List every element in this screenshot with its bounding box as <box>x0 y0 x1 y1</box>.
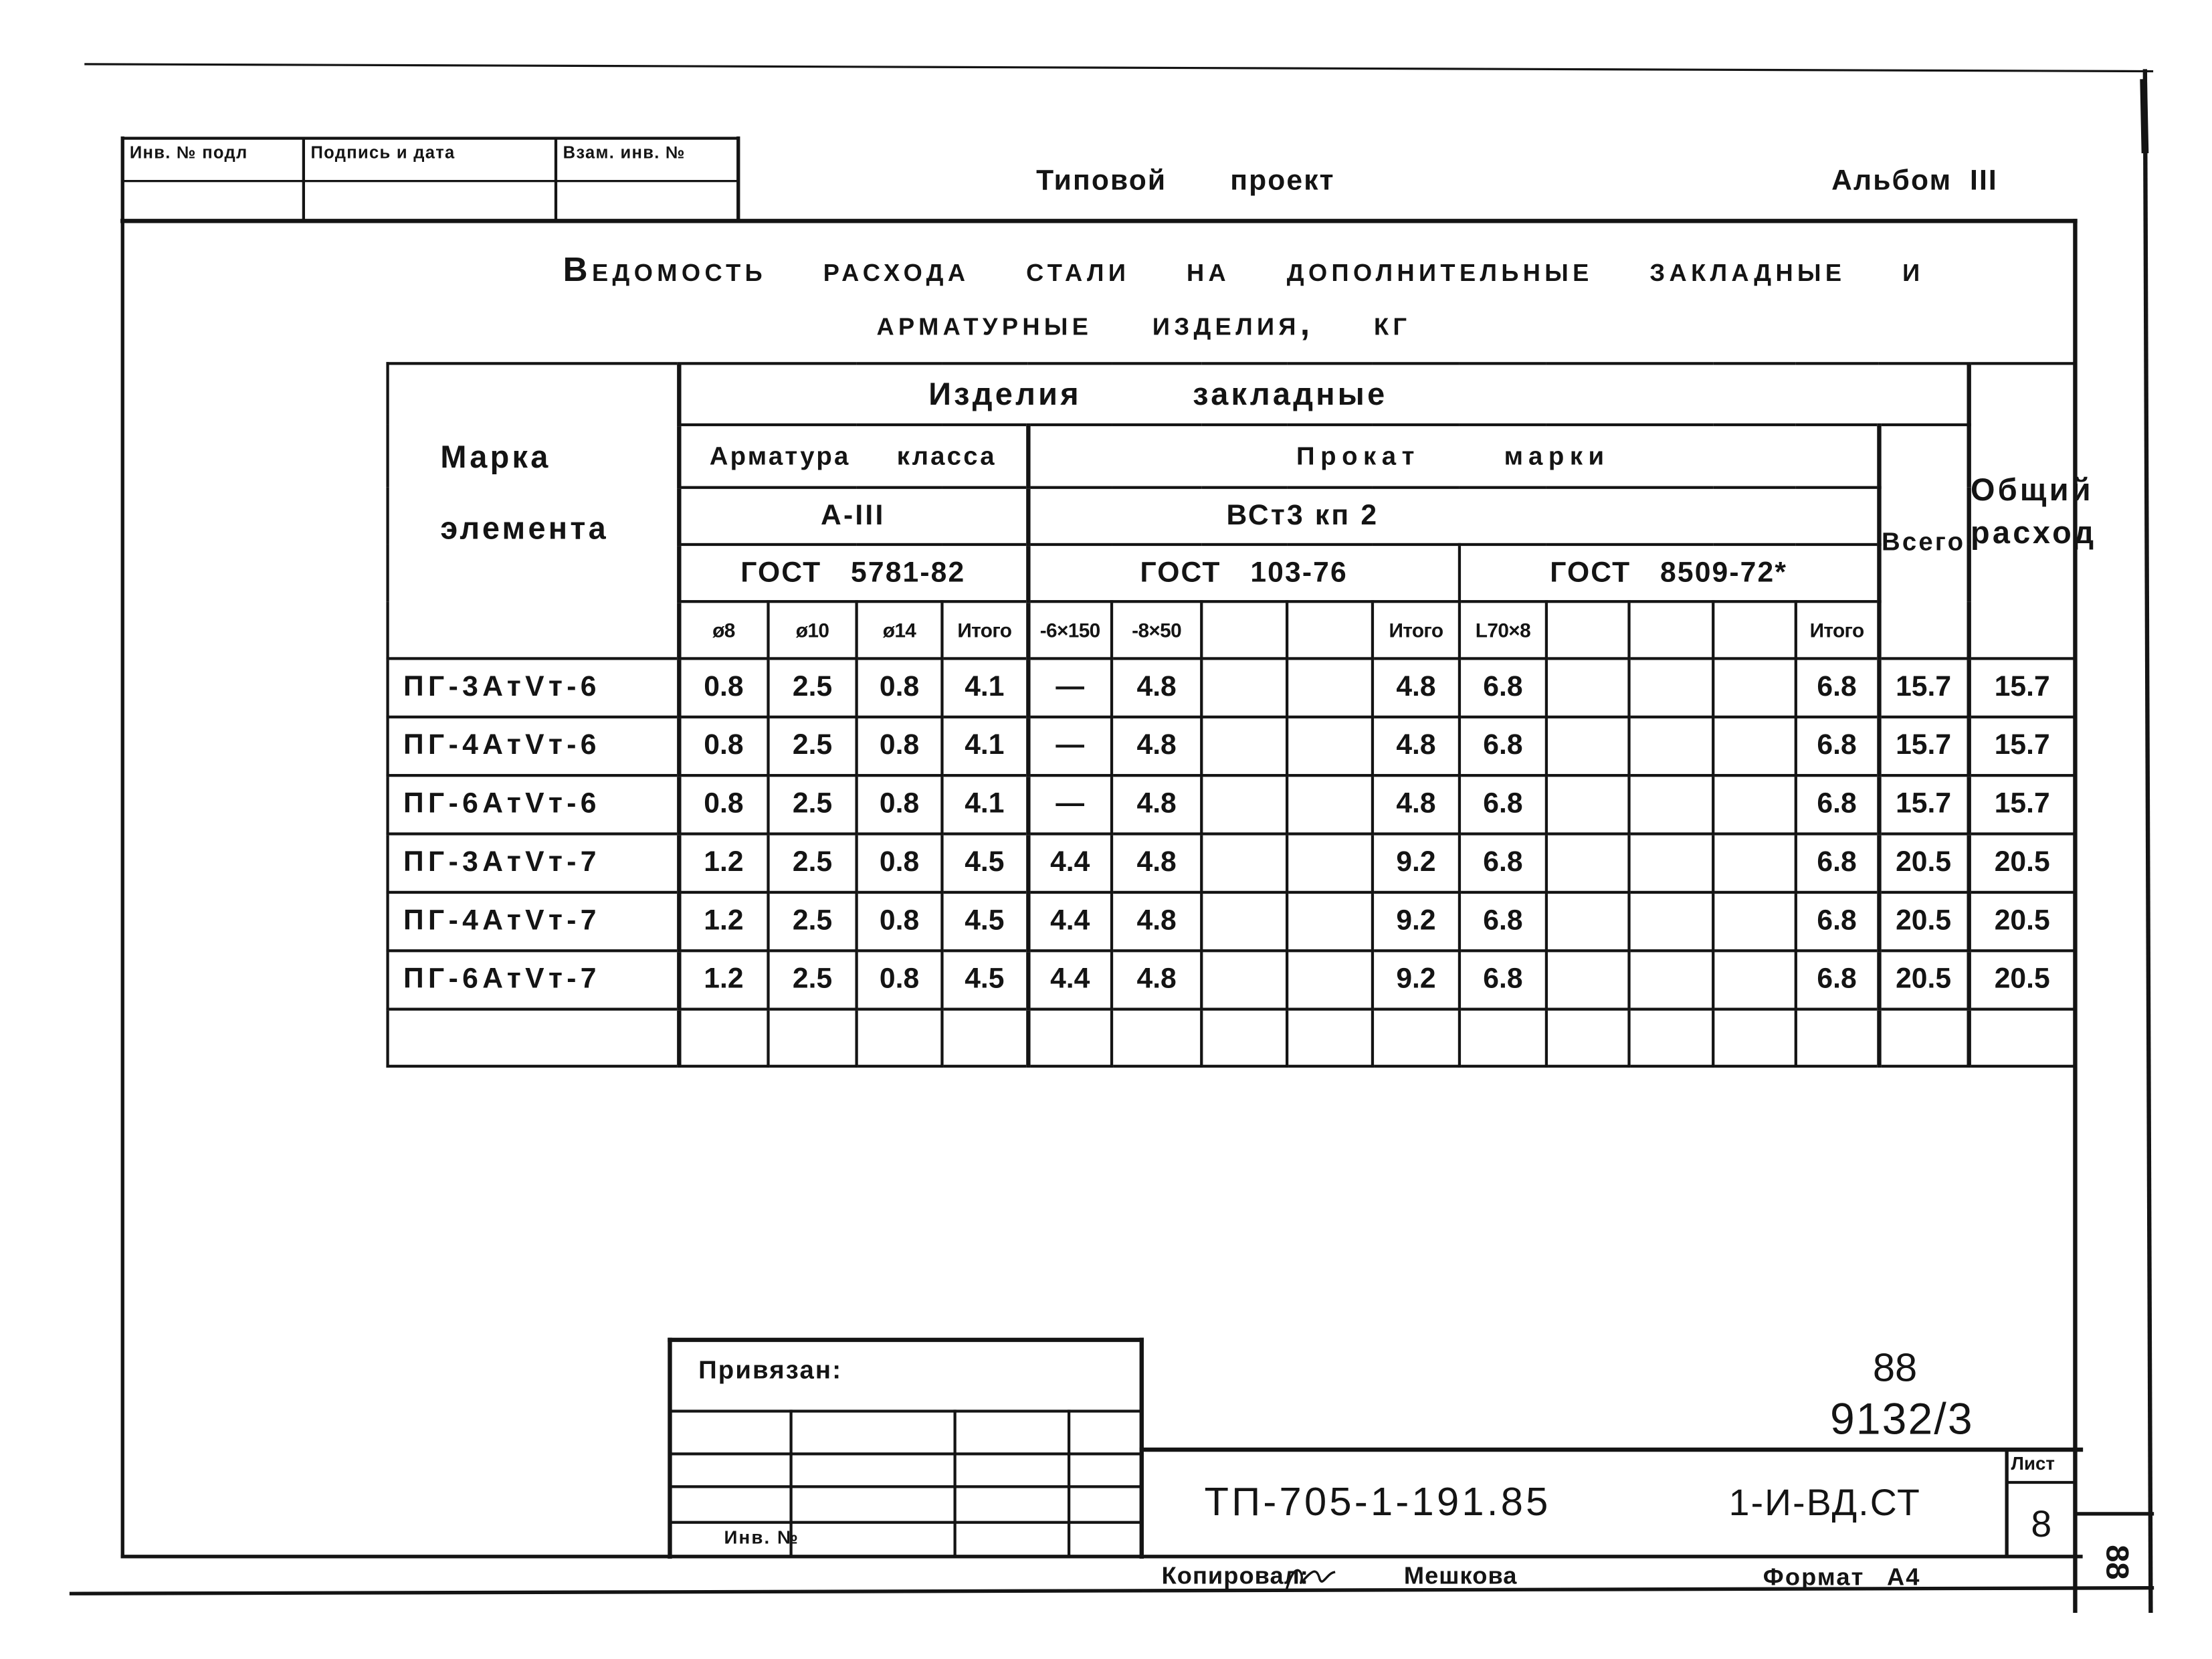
cell-overall: 20.5 <box>1969 834 2076 892</box>
cell-angle-blank-3 <box>1713 834 1796 892</box>
cell-strip-blank-2 <box>1287 951 1373 1009</box>
cell-d14: 0.8 <box>857 951 942 1009</box>
cell-d8: 1.2 <box>678 892 768 951</box>
cell-mark <box>388 1009 679 1066</box>
cell-mark: ПГ-4АтVт-7 <box>388 892 679 951</box>
cell-strip-blank-1 <box>1201 951 1287 1009</box>
cell-overall: 20.5 <box>1969 892 2076 951</box>
sheet-ref-top: 88 <box>1872 1345 1918 1390</box>
cell-angle-blank-1 <box>1546 951 1629 1009</box>
cell-angle-blank-3 <box>1713 892 1796 951</box>
cell-strip-blank-2 <box>1287 892 1373 951</box>
stamp-signature-date: Подпись и дата <box>310 142 456 163</box>
cell-strip-total <box>1373 1009 1460 1066</box>
cell-d14: 0.8 <box>857 717 942 775</box>
cell-d8 <box>678 1009 768 1066</box>
subheader-angle-blank-3 <box>1713 601 1796 658</box>
subheader-strip-blank-2 <box>1287 601 1373 658</box>
cell-angle-blank-2 <box>1629 775 1714 834</box>
cell-strip-8x50: 4.8 <box>1112 658 1201 716</box>
cell-strip-8x50 <box>1112 1009 1201 1066</box>
subheader-strip-6x150: -6×150 <box>1027 601 1112 658</box>
cell-angle-70x8 <box>1460 1009 1546 1066</box>
gost-strip: ГОСТ 103-76 <box>1027 545 1460 601</box>
table-body <box>388 658 2076 1066</box>
rolled-grade-value: ВСт3 кп 2 <box>1027 488 1878 545</box>
copied-by: Мешкова <box>1403 1562 1518 1589</box>
sheet-ref-bottom: 9132/3 <box>1829 1393 1974 1444</box>
table-row-empty <box>388 1009 2076 1066</box>
cell-d10: 2.5 <box>769 892 857 951</box>
header-row-1 <box>388 363 2076 425</box>
album-label: Альбом III <box>1831 165 1998 197</box>
embedded-items-header: Изделия закладные <box>678 363 1969 425</box>
cell-strip-6x150: — <box>1027 775 1112 834</box>
cell-angle-blank-2 <box>1629 658 1714 716</box>
cell-strip-total: 9.2 <box>1373 951 1460 1009</box>
cell-angle-blank-1 <box>1546 834 1629 892</box>
cell-d14: 0.8 <box>857 892 942 951</box>
cell-overall: 15.7 <box>1969 658 2076 716</box>
cell-strip-total: 9.2 <box>1373 892 1460 951</box>
cell-angle-70x8: 6.8 <box>1460 834 1546 892</box>
right-cut-mark <box>2144 83 2145 150</box>
binding-inv-label: Инв. № <box>724 1527 800 1549</box>
cell-strip-8x50: 4.8 <box>1112 951 1201 1009</box>
cell-angle-blank-1 <box>1546 658 1629 716</box>
cell-total: 15.7 <box>1878 658 1968 716</box>
mark-header-line1: Марка <box>440 439 551 475</box>
cell-strip-8x50: 4.8 <box>1112 834 1201 892</box>
cell-mark: ПГ-4АтVт-6 <box>388 717 679 775</box>
cell-rebar-total: 4.5 <box>942 951 1027 1009</box>
document-title-line1: Ведомость расхода стали на дополнительные закладные и <box>563 251 1924 290</box>
top-cut-line <box>86 64 2152 72</box>
rolled-grade-header: Прокат марки <box>1027 425 1878 488</box>
cell-strip-8x50: 4.8 <box>1112 717 1201 775</box>
cell-rebar-total: 4.5 <box>942 834 1027 892</box>
cell-angle-total: 6.8 <box>1796 892 1879 951</box>
cell-d10: 2.5 <box>769 775 857 834</box>
cell-strip-blank-2 <box>1287 658 1373 716</box>
cell-strip-blank-2 <box>1287 775 1373 834</box>
subheader-d10: ø10 <box>769 601 857 658</box>
cell-overall: 15.7 <box>1969 717 2076 775</box>
cell-angle-total: 6.8 <box>1796 834 1879 892</box>
cell-angle-blank-1 <box>1546 717 1629 775</box>
overall-header-line2: расход <box>1970 514 2097 550</box>
corner-number: 88 <box>2099 1545 2135 1580</box>
cell-strip-8x50: 4.8 <box>1112 775 1201 834</box>
cell-rebar-total: 4.5 <box>942 892 1027 951</box>
cell-strip-6x150: — <box>1027 658 1112 716</box>
table-row <box>388 658 2076 716</box>
cell-total: 15.7 <box>1878 717 1968 775</box>
table-row <box>388 717 2076 775</box>
binding-label: Привязан: <box>698 1355 843 1385</box>
cell-angle-blank-3 <box>1713 951 1796 1009</box>
cell-angle-70x8: 6.8 <box>1460 717 1546 775</box>
cell-strip-8x50: 4.8 <box>1112 892 1201 951</box>
overall-header-line1: Общий <box>1970 471 2094 507</box>
sheet-label: Лист <box>2011 1452 2055 1474</box>
cell-angle-70x8: 6.8 <box>1460 951 1546 1009</box>
subheader-angle-blank-1 <box>1546 601 1629 658</box>
subheader-strip-total: Итого <box>1373 601 1460 658</box>
gost-rebar: ГОСТ 5781-82 <box>678 545 1027 601</box>
right-cut-line <box>2145 72 2151 1611</box>
cell-angle-70x8: 6.8 <box>1460 658 1546 716</box>
table-row <box>388 892 2076 951</box>
cell-angle-blank-3 <box>1713 717 1796 775</box>
rebar-class-value: А-III <box>678 488 1027 545</box>
stamp-inv-podl: Инв. № подл <box>129 142 248 163</box>
document-title-line2: арматурные изделия, кг <box>876 304 1411 344</box>
subheader-angle-total: Итого <box>1796 601 1879 658</box>
gost-angle: ГОСТ 8509-72* <box>1460 545 1878 601</box>
cell-strip-6x150: 4.4 <box>1027 892 1112 951</box>
subheader-strip-blank-1 <box>1201 601 1287 658</box>
cell-strip-blank-1 <box>1201 658 1287 716</box>
subheader-d14: ø14 <box>857 601 942 658</box>
cell-strip-6x150 <box>1027 1009 1112 1066</box>
cell-strip-6x150: — <box>1027 717 1112 775</box>
mark-header <box>388 363 679 658</box>
cell-angle-70x8: 6.8 <box>1460 775 1546 834</box>
subheader-angle-70x8: L70×8 <box>1460 601 1546 658</box>
cell-overall: 15.7 <box>1969 775 2076 834</box>
subheader-angle-blank-2 <box>1629 601 1714 658</box>
cell-strip-blank-2 <box>1287 1009 1373 1066</box>
cell-d8: 0.8 <box>678 775 768 834</box>
cell-d14: 0.8 <box>857 658 942 716</box>
table-row <box>388 834 2076 892</box>
steel-consumption-table <box>386 362 2097 1068</box>
cell-d10: 2.5 <box>769 658 857 716</box>
cell-total: 20.5 <box>1878 834 1968 892</box>
cell-rebar-total: 4.1 <box>942 775 1027 834</box>
cell-strip-6x150: 4.4 <box>1027 834 1112 892</box>
copied-label: Копировал: <box>1161 1562 1309 1589</box>
cell-strip-blank-1 <box>1201 775 1287 834</box>
cell-strip-blank-2 <box>1287 717 1373 775</box>
cell-strip-blank-1 <box>1201 892 1287 951</box>
mark-header-line2: элемента <box>440 510 609 547</box>
cell-d8: 0.8 <box>678 717 768 775</box>
cell-d8: 1.2 <box>678 951 768 1009</box>
cell-rebar-total: 4.1 <box>942 658 1027 716</box>
cell-angle-70x8: 6.8 <box>1460 892 1546 951</box>
cell-angle-blank-1 <box>1546 775 1629 834</box>
cell-d14: 0.8 <box>857 775 942 834</box>
cell-angle-blank-2 <box>1629 892 1714 951</box>
cell-rebar-total <box>942 1009 1027 1066</box>
table-row <box>388 951 2076 1009</box>
cell-angle-blank-2 <box>1629 834 1714 892</box>
cell-angle-total: 6.8 <box>1796 717 1879 775</box>
table-row <box>388 775 2076 834</box>
cell-d8: 0.8 <box>678 658 768 716</box>
cell-angle-blank-2 <box>1629 717 1714 775</box>
cell-strip-total: 4.8 <box>1373 658 1460 716</box>
cell-mark: ПГ-6АтVт-6 <box>388 775 679 834</box>
cell-total: 15.7 <box>1878 775 1968 834</box>
cell-d8: 1.2 <box>678 834 768 892</box>
cell-angle-blank-1 <box>1546 892 1629 951</box>
cell-angle-total: 6.8 <box>1796 951 1879 1009</box>
cell-total <box>1878 1009 1968 1066</box>
stamp-vzam-inv: Взам. инв. № <box>563 142 686 163</box>
cell-angle-total <box>1796 1009 1879 1066</box>
cell-angle-blank-3 <box>1713 1009 1796 1066</box>
cell-rebar-total: 4.1 <box>942 717 1027 775</box>
cell-mark: ПГ-3АтVт-6 <box>388 658 679 716</box>
cell-strip-blank-1 <box>1201 717 1287 775</box>
project-type: Типовой проект <box>1036 165 1335 197</box>
cell-d10: 2.5 <box>769 717 857 775</box>
subheader-strip-8x50: -8×50 <box>1112 601 1201 658</box>
cell-angle-blank-1 <box>1546 1009 1629 1066</box>
format-label: Формат А4 <box>1763 1563 1921 1591</box>
cell-overall <box>1969 1009 2076 1066</box>
cell-strip-blank-1 <box>1201 834 1287 892</box>
cell-mark: ПГ-3АтVт-7 <box>388 834 679 892</box>
cell-strip-total: 4.8 <box>1373 775 1460 834</box>
cell-angle-blank-2 <box>1629 951 1714 1009</box>
sheet-number: 8 <box>2031 1502 2052 1545</box>
cell-strip-blank-1 <box>1201 1009 1287 1066</box>
cell-angle-total: 6.8 <box>1796 775 1879 834</box>
cell-angle-blank-3 <box>1713 658 1796 716</box>
cell-angle-total: 6.8 <box>1796 658 1879 716</box>
subheader-rebar-total: Итого <box>942 601 1027 658</box>
cell-d14: 0.8 <box>857 834 942 892</box>
cell-strip-blank-2 <box>1287 834 1373 892</box>
cell-angle-blank-3 <box>1713 775 1796 834</box>
cell-total: 20.5 <box>1878 951 1968 1009</box>
cell-strip-total: 4.8 <box>1373 717 1460 775</box>
cell-angle-blank-2 <box>1629 1009 1714 1066</box>
overall-header <box>1969 363 2097 658</box>
cell-d14 <box>857 1009 942 1066</box>
cell-strip-total: 9.2 <box>1373 834 1460 892</box>
cell-strip-6x150: 4.4 <box>1027 951 1112 1009</box>
cell-d10 <box>769 1009 857 1066</box>
cell-overall: 20.5 <box>1969 951 2076 1009</box>
subheader-d8: ø8 <box>678 601 768 658</box>
rebar-class-header: Арматура класса <box>678 425 1027 488</box>
title-block-doc: 1-И-ВД.СТ <box>1728 1480 1922 1524</box>
cell-d10: 2.5 <box>769 951 857 1009</box>
total-header: Всего <box>1878 425 1968 658</box>
cell-d10: 2.5 <box>769 834 857 892</box>
cell-total: 20.5 <box>1878 892 1968 951</box>
cell-mark: ПГ-6АтVт-7 <box>388 951 679 1009</box>
title-block-code: ТП-705-1-191.85 <box>1204 1479 1551 1524</box>
